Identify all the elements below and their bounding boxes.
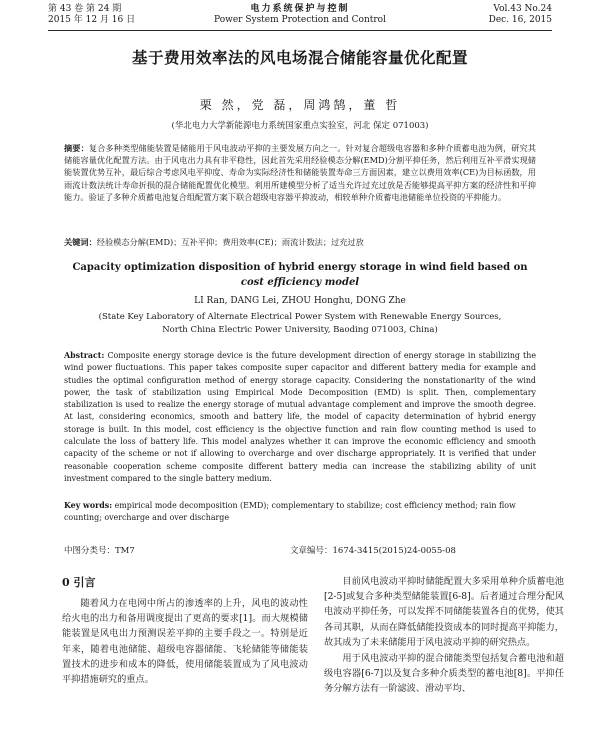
body-column-left: [62, 596, 308, 687]
abstract-en: [64, 350, 536, 485]
authors-en: LI Ran, DANG Lei, ZHOU Honghu, DONG Zhe: [194, 296, 406, 306]
paper-title-en-line2: cost efficiency model: [240, 277, 360, 288]
abstract-cn-label: 摘要：: [64, 143, 89, 153]
keywords-en-label: Key words:: [64, 501, 113, 510]
clc-number: [64, 544, 135, 556]
abstract-en-text: Composite energy storage device is the future development direction of energy storage in stabilizing the wind power fluctuations. This paper takes composite super capacitor and different battery media for example and studies the optimal configuration method of energy storage capacity. Considering the nonstationarity of the wind power, the task of stabilization using Empirical Mode Decomposition (EMD) is split. Then, complementary stabilization is used to realize the energy storage of mutual advantage complement and improve the smooth degree. At last, considering economics, smooth and battery life, the model of capacity determination of hybrid energy storage is built. In this model, cost efficiency is the objective function and rain flow counting method is used to calculate the loss of battery life. This model analyzes whether it can improve the economic efficiency and smooth capacity of the scheme or not if allowing to overcharge and over discharge appropriately. It is verified that under reasonable cooperation scheme composite different battery media can increase the stabilizing ability of unit investment compared to the single battery medium.: [64, 351, 536, 483]
doc-id-value: 1674-3415(2015)24-0055-08: [332, 546, 456, 556]
affiliation-en-line2: North China Electric Power University, Baoding 071003, China): [162, 325, 438, 335]
paper-title-cn: 基于费用效率法的风电场混合储能容量优化配置: [131, 48, 468, 67]
keywords-cn-label: 关键词：: [64, 237, 97, 247]
affiliation-cn: (华北电力大学新能源电力系统国家重点实验室，河北 保定 071003): [171, 121, 429, 131]
affiliation-en-line1: (State Key Laboratory of Alternate Electrical Power System with Renewable Energy Sources,: [98, 312, 502, 322]
intro-paragraph-3: 用于风电波动平抑的混合储能类型包括复合蓄电池和超级电容器[6-7]以及复合多种介质类型的蓄电池[8]。平抑任务分解方法有一阶滤波、滑动平均、: [324, 653, 564, 695]
clc-value: TM7: [115, 546, 135, 556]
keywords-en-text: empirical mode decomposition (EMD); complementary to stabilize; cost efficiency method; rain flow counting; overcharge and over discharge: [64, 501, 516, 522]
body-column-right: [324, 574, 564, 697]
keywords-cn: [64, 236, 536, 248]
doc-id-label: 文章编号：: [290, 546, 333, 556]
volume-issue: 第 43 卷 第 24 期: [48, 4, 122, 14]
intro-paragraph-2: 目前风电波动平抑时储能配置大多采用单种介质蓄电池[2-5]或复合多种类型储能装置[6-8]。后者通过合理分配风电波动平抑任务，可以发挥不同储能装置各自的优势，使其各司其职，从而在降低储能投资成本的同时提高平抑能力，故其成为了未来储能用于风电波动平抑的研究热点。: [324, 576, 564, 648]
abstract-cn: [64, 142, 536, 203]
keywords-cn-text: 经验模态分解(EMD)；互补平抑；费用效率(CE)；雨流计数法；过充过放: [96, 237, 364, 247]
issue-date-en: Dec. 16, 2015: [488, 15, 552, 25]
section-heading: 0 引言: [62, 576, 96, 589]
abstract-en-label: Abstract:: [64, 351, 105, 360]
keywords-en: [64, 500, 536, 524]
journal-name-en: Power System Protection and Control: [214, 15, 386, 25]
journal-volume-info-en: [489, 4, 552, 26]
document-id: [290, 544, 456, 556]
affiliation-en: [0, 311, 600, 337]
authors-cn: 栗 然，党 磊，周鸿鹄，董 哲: [199, 98, 401, 112]
intro-paragraph-1: 随着风力在电网中所占的渗透率的上升，风电的波动性给火电的出力和备用调度提出了更高的要求[1]。而大规模储能装置是风电出力预测误差平抑的主要手段之一。特别是近年来，随着电池储能、超级电容器储能、飞轮储能等储能装置技术的进步和成本的降低，使用储能装置成为了风电波动平抑措施研究的重点。: [62, 598, 308, 686]
journal-name-cn: 电力系统保护与控制: [250, 4, 350, 14]
issue-date: 2015 年 12 月 16 日: [48, 15, 136, 25]
paper-title-en-line1: Capacity optimization disposition of hybrid energy storage in wind field based on: [72, 262, 528, 273]
abstract-cn-text: 复合多种类型储能装置是储能用于风电波动平抑的主要发展方向之一。针对复合超级电容器和多种介质蓄电池为例，研究其储能容量优化配置方法。由于风电出力具有非平稳性，因此首先采用经验模态分解(EMD)分割平抑任务，然后利用互补平滑实现储能装置优势互补，最后综合考虑风电平抑度、寿命为实际经济性和储能装置寿命三方面因素，建立以费用效率(CE)为目标函数，用雨流计数法统计寿命折损的混合储能配置优化模型。利用所建模型分析了适当允许过充过放是否能够提高平抑方案的经济性和平抑能力。验证了多种介质蓄电池复合组配置方案下联合超级电容器平抑波动，相较单种介质蓄电池储能单位投资的平抑能力。: [64, 143, 536, 202]
header-divider: [48, 30, 552, 31]
paper-title-en: [0, 260, 600, 290]
clc-label: 中图分类号：: [64, 546, 116, 556]
volume-issue-en: Vol.43 No.24: [493, 4, 552, 14]
